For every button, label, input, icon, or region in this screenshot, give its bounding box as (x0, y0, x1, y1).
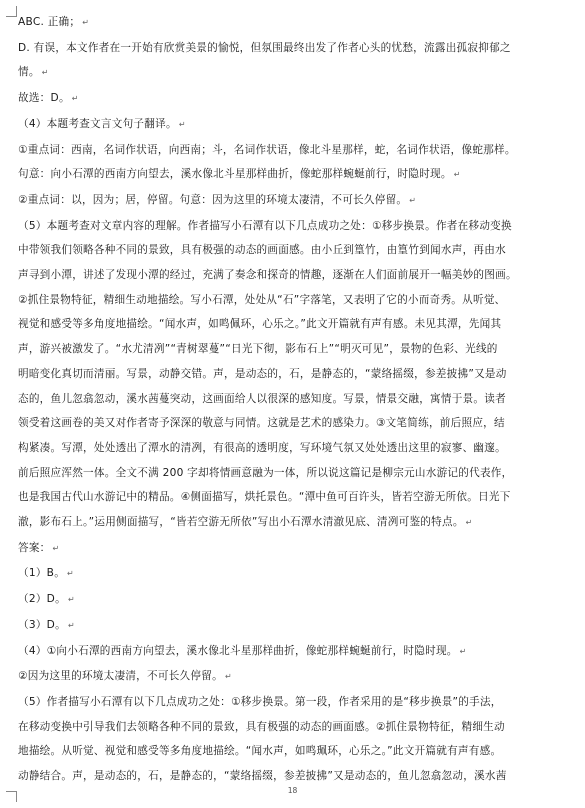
text-line: 句意：向小石潭的西南方向望去，溪水像北斗星那样曲折，像蛇那样蜿蜒前行，时隐时现。 ↵ (18, 168, 461, 181)
text-line: 声，游兴被激发了。“水尤清冽”“青树翠蔓”“日光下彻，影布石上”“明灭可见”，景物的色彩、光线的 (18, 343, 498, 356)
text-line: 视觉和感受等多角度地描绘。“闻水声，如鸣佩环，心乐之。”此文开篇就有声有感。未见其潭，先闻其 (18, 318, 502, 331)
text-line: 也是我国古代山水游记中的精品。④侧面描写，烘托景色。“潭中鱼可百许头，皆若空游无所依。日光下 (18, 491, 511, 504)
text-line: 领受着这画卷的美又对作者寄予深深的敬意与同情。这就是艺术的感染力。③文笔简练，前后照应，结 (18, 417, 505, 430)
document-body (18, 10, 573, 789)
text-line: 在移动变换中引导我们去领略各种不同的景致，具有极强的动态的画面感。②抓住景物特征，精细生动 (18, 720, 505, 733)
text-line: ABC. 正确； ↵ (18, 16, 90, 28)
text-line: （3）D。 ↵ (18, 618, 75, 631)
text-line: 态的，鱼儿忽翕忽动，溪水茜蔓突动，这画面给人以很深的感知度。写景，情景交融，寓情于景。读者 (18, 392, 506, 405)
text-line: 情。 ↵ (18, 66, 49, 79)
text-line: ②重点词：以，因为；居，停留。句意：因为这里的环境太凄清，不可长久停留。 ↵ (18, 193, 417, 206)
text-line: 中带领我们领略各种不同的景致，具有极强的动态的画面感。由小丘到篁竹，由篁竹到闻水声，再由水 (18, 244, 506, 257)
text-line: 地描绘。从听觉、视觉和感受等多角度地描绘。“闻水声，如鸣珮环，心乐之。”此文开篇就有声有感。 (18, 745, 502, 758)
page-number: 18 (287, 786, 298, 795)
text-line: （2）D。 ↵ (18, 593, 75, 606)
text-line: 答案： ↵ (18, 541, 60, 554)
text-line: 前后照应浑然一体。全文不满 200 字却将情画意融为一体，所以说这篇记是柳宗元山水游记的代表作， (18, 466, 513, 479)
text-line: ②因为这里的环境太凄清，不可长久停留。 ↵ (18, 670, 232, 683)
text-line: 故选：D。 ↵ (18, 92, 79, 105)
text-line: ②抓住景物特征，精细生动地描绘。写小石潭，处处从“石”字落笔，又表明了它的小而奇秀。从听觉、 (18, 293, 506, 306)
text-line: （4）本题考查文言文句子翻译。 ↵ (18, 117, 186, 130)
text-line: （4）①向小石潭的西南方向望去，溪水像北斗星那样曲折，像蛇那样蜿蜒前行，时隐时现。 ↵ (18, 644, 467, 657)
crop-mark-top-left (6, 6, 17, 17)
text-line: （5）本题考查对文章内容的理解。作者描写小石潭有以下几点成功之处：①移步换景。作者在移动变换 (18, 219, 512, 232)
text-line: 动静结合。声，是动态的，石，是静态的，“蒙络摇缀，参差披拂”又是动态的，鱼儿忽翕忽动，溪水茜 (18, 770, 507, 783)
text-line: 构紧凑。写潭，处处透出了潭水的清冽，有很高的透明度，写环境气氛又处处透出这里的寂寥、幽邃。 (18, 441, 506, 454)
text-line: ①重点词：西南，名词作状语，向西南；斗，名词作状语，像北斗星那样，蛇，名词作状语，像蛇那样。 (18, 143, 516, 156)
text-line: 明暗变化真切而清丽。写景，动静交错。声，是动态的，石，是静态的，“蒙络摇缀，参差披拂”又是动 (18, 367, 507, 380)
text-line: 声寻到小潭，讲述了发现小潭的经过，充满了奏念和探奇的情趣，逐渐在人们面前展开一幅美妙的图画。 (18, 269, 517, 282)
text-line: 澈，影布石上。”运用侧面描写，“皆若空游无所依”写出小石潭水清澈见底、清冽可鉴的特点。 ↵ (18, 516, 473, 529)
text-line: （1）B。 ↵ (18, 567, 74, 580)
text-line: D. 有误，本文作者在一开始有欣赏美景的愉悦，但氛围最终出发了作者心头的忧愁，流露出孤寂抑郁之 (18, 41, 511, 54)
text-line: （5）作者描写小石潭有以下几点成功之处：①移步换景。第一段，作者采用的是“移步换景”的手法， (18, 695, 502, 708)
